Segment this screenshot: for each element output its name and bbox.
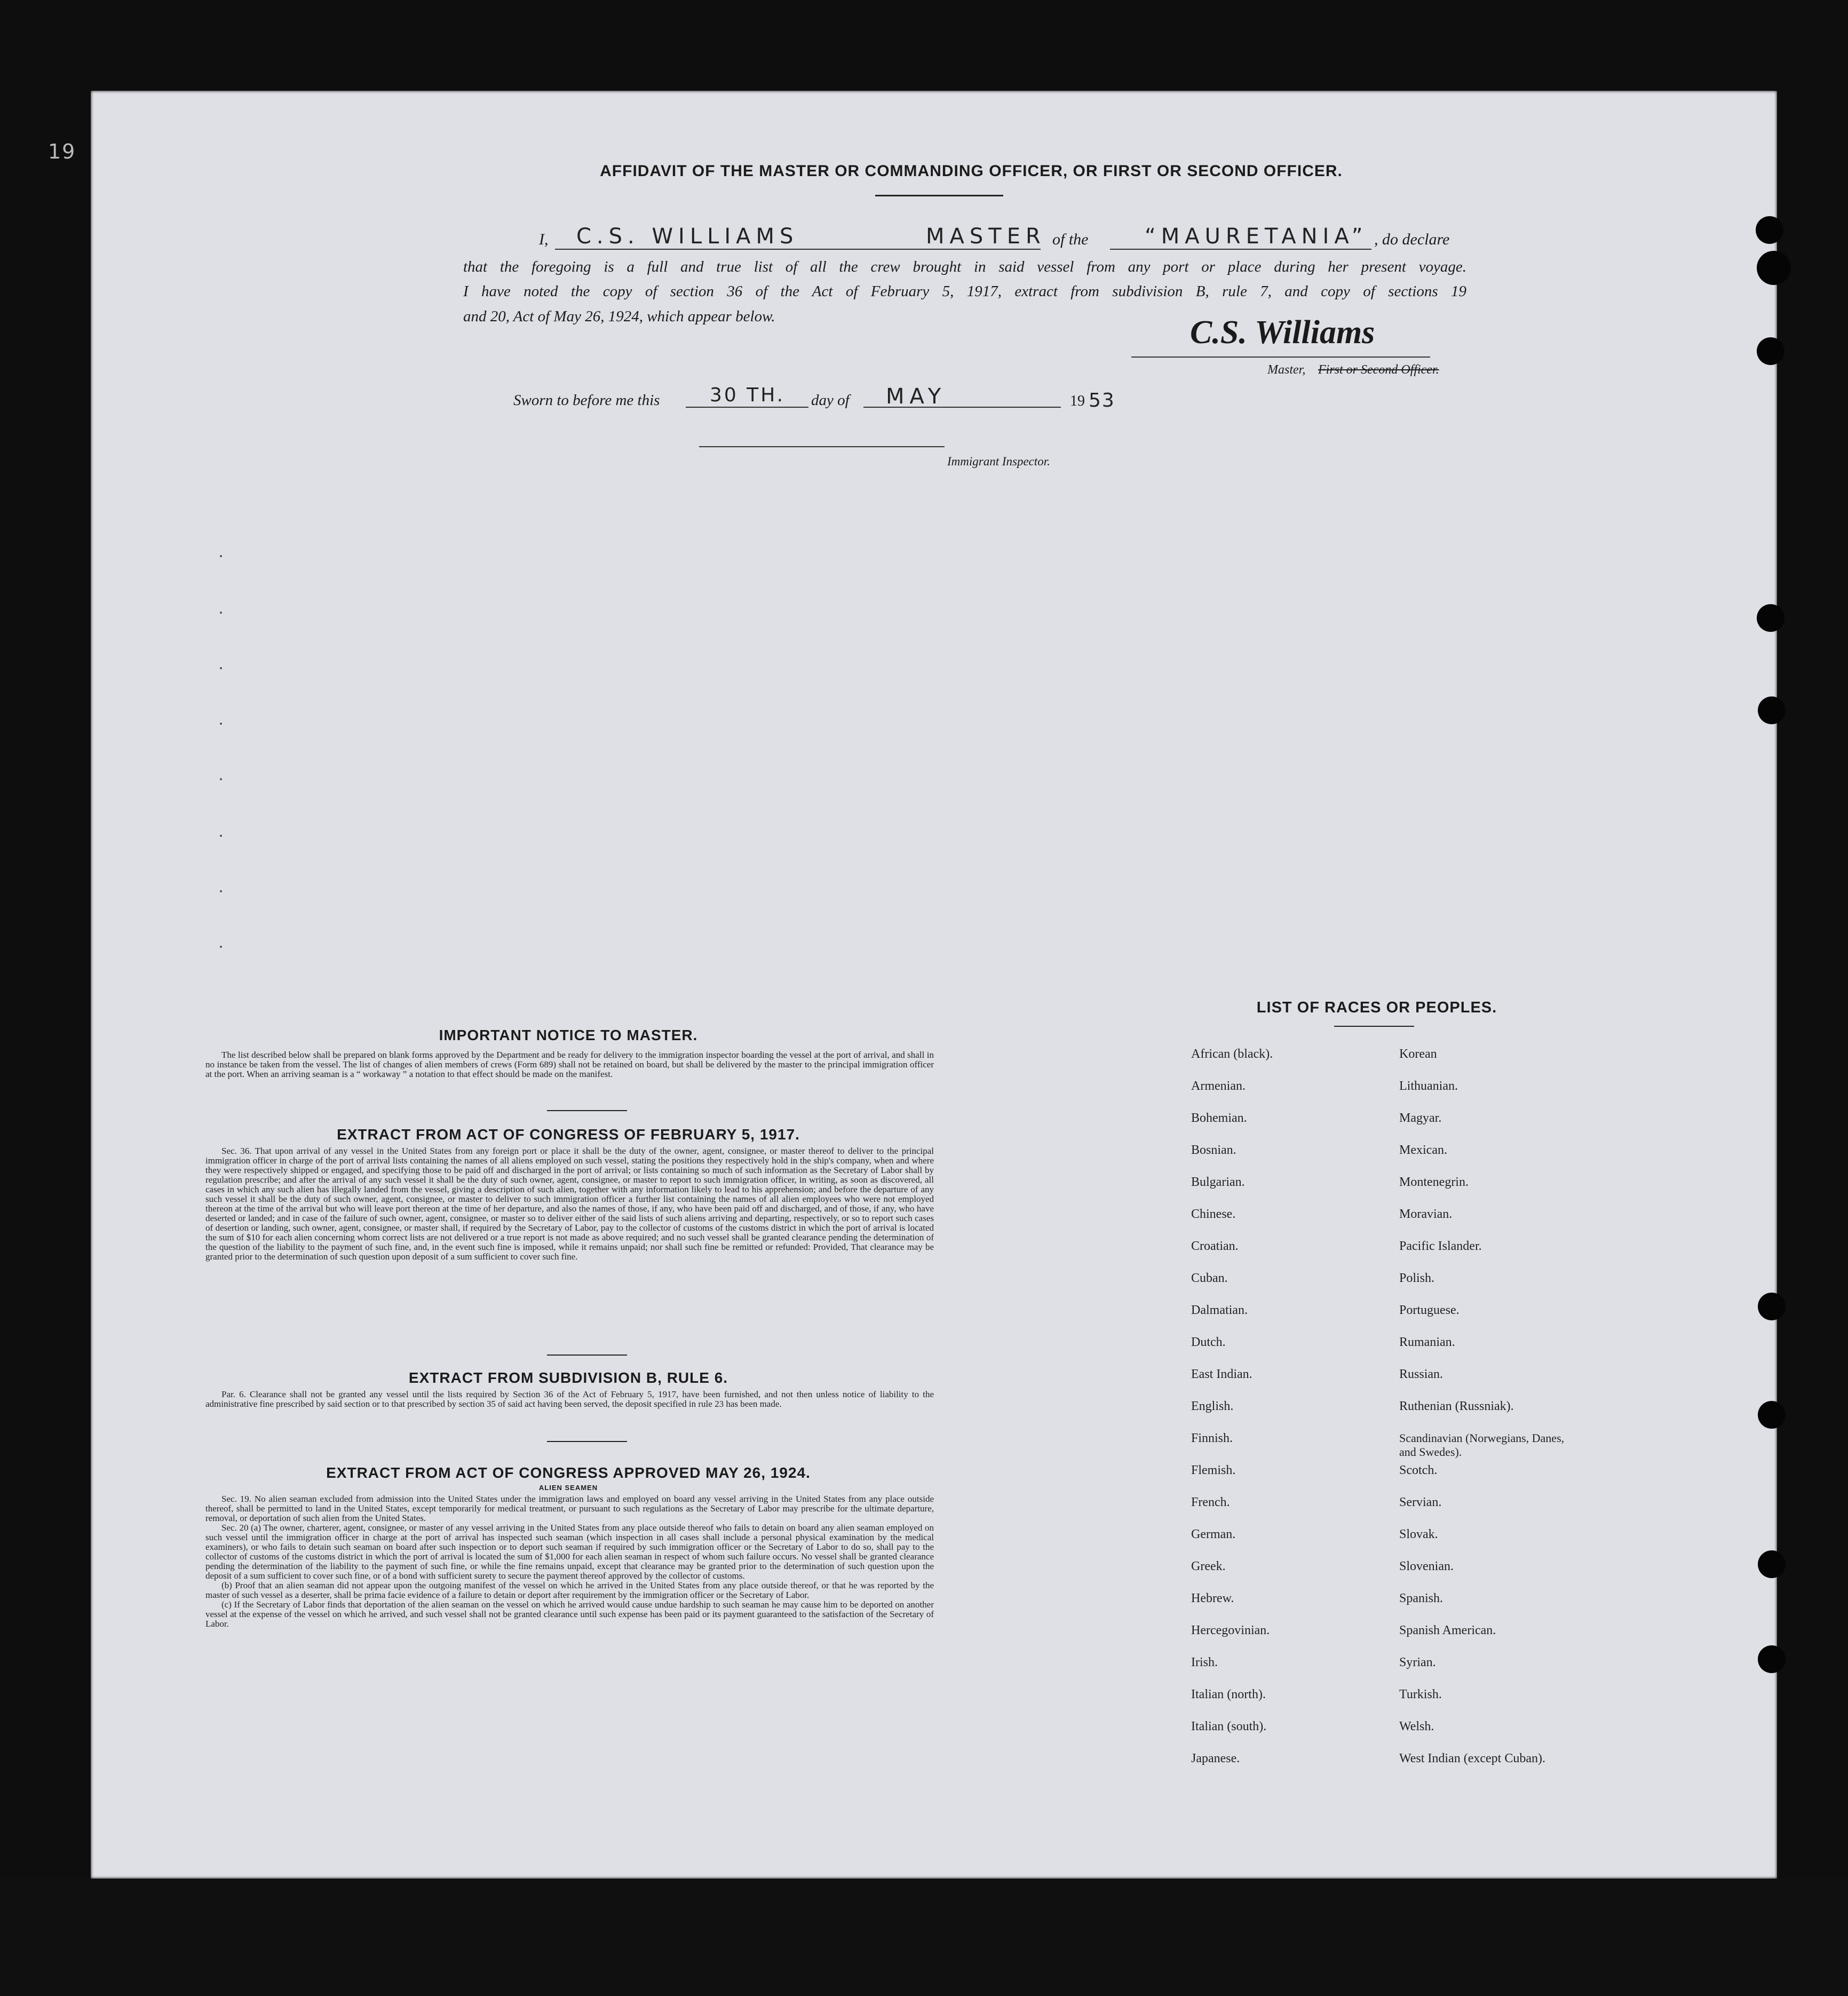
dot <box>220 612 222 614</box>
alien-seamen-subheading: ALIEN SEAMEN <box>538 1484 598 1492</box>
day-line <box>686 407 808 408</box>
race-right-item: Slovak. <box>1399 1527 1438 1541</box>
punch-hole <box>1758 1293 1786 1320</box>
day-of-label: day of <box>811 392 850 409</box>
race-right-item: Welsh. <box>1399 1720 1434 1733</box>
race-right-item: Montenegrin. <box>1399 1175 1469 1189</box>
affidavit-line-3: I have noted the copy of section 36 of the Act of February 5, 1917, extract from subdivision B, rule 7, and copy of sections 19 <box>463 283 1466 300</box>
dot <box>220 778 222 780</box>
vessel-name: “MAURETANIA” <box>1145 224 1368 249</box>
inspector-line <box>699 446 945 447</box>
affidavit-i-label: I, <box>539 231 549 248</box>
dot <box>220 555 222 557</box>
dot <box>220 667 222 669</box>
extract-rule-body: Par. 6. Clearance shall not be granted any vessel until the lists required by Section 36 of the Act of February 5, 1917, have been furnished, and not then unless notice of liability to the administrative fine prescribed by said section or to that prescribed by section 35 of said act having been served, the deposit specified in rule 23 has been made. <box>205 1389 934 1409</box>
punch-hole <box>1758 1550 1786 1578</box>
master-name: C.S. WILLIAMS <box>576 224 799 249</box>
inspector-label: Immigrant Inspector. <box>947 455 1050 468</box>
of-the-label: of the <box>1052 231 1089 248</box>
dot <box>220 890 222 892</box>
race-left-item: African (black). <box>1191 1047 1273 1061</box>
section-20b: (b) Proof that an alien seaman did not appear upon the outgoing manifest of the vessel on which he arrived in the United States from any place outside thereof, or that he was reported by the master of such vessel as a deserter, shall be prima facie evidence of a failure to detain or deport after requirement by the immigration officer or the Secretary of Labor. <box>205 1580 934 1600</box>
race-left-item: Hercegovinian. <box>1191 1623 1270 1637</box>
race-left-item: Finnish. <box>1191 1431 1233 1445</box>
race-right-item: Korean <box>1399 1047 1437 1061</box>
month-line <box>863 407 1061 408</box>
divider <box>547 1110 627 1111</box>
extract-1924-heading: EXTRACT FROM ACT OF CONGRESS APPROVED MAY 26, 1924. <box>326 1464 811 1481</box>
year-prefix: 19 <box>1070 393 1085 409</box>
divider <box>547 1441 627 1442</box>
punch-hole <box>1756 216 1783 244</box>
extract-rule-heading: EXTRACT FROM SUBDIVISION B, RULE 6. <box>408 1369 728 1386</box>
race-right-item: Mexican. <box>1399 1143 1447 1157</box>
race-left-item: Dalmatian. <box>1191 1303 1248 1317</box>
section-20c: (c) If the Secretary of Labor finds that deportation of the alien seaman on the vessel on which he arrived would cause undue hardship to such seaman he may cause him to be deported on another vessel at the expense of the vessel on which he arrived, and such vessel shall not be granted clearance until such expense has been paid or its payment guaranteed to the satisfaction of the Secretary of Labor. <box>205 1599 934 1629</box>
section-20a: Sec. 20 (a) The owner, charterer, agent, consignee, or master of any vessel arriving in the United States from any place outside thereof who fails to detain on board any alien seaman employed on such vessel until the immigration officer in charge at the port of arrival has inspected such seaman (which inspection in all cases shall include a personal physical examination by the medical examiners), or who fails to detain such seaman on board after such inspection or to deport such seaman if required by such immigration officer or the Secretary of Labor to do so, shall pay to the collector of customs of the customs district in which the port of arrival is located the sum of $1,000 for each alien seaman in respect of whom such failure occurs. No vessel shall be granted clearance pending the determination of the liability to the payment of such fine, or while the fine remains unpaid, except that clearance may be granted prior to the determination of such question upon the deposit of a sum sufficient to cover such fine, or of a bond with sufficient surety to secure the payment thereof approved by the collector of customs. <box>205 1523 934 1581</box>
race-right-item: Lithuanian. <box>1399 1079 1458 1093</box>
page-mark: 19 <box>48 140 76 163</box>
race-right-item: Magyar. <box>1399 1111 1442 1125</box>
race-left-item: Italian (north). <box>1191 1688 1266 1701</box>
signer-struck-title: First or Second Officer. <box>1318 363 1439 377</box>
race-left-item: English. <box>1191 1399 1234 1413</box>
race-right-item: Turkish. <box>1399 1688 1442 1701</box>
punch-hole <box>1758 1645 1786 1673</box>
punch-hole <box>1758 696 1786 724</box>
race-left-item: Flemish. <box>1191 1463 1236 1477</box>
race-right-item: Pacific Islander. <box>1399 1239 1482 1253</box>
race-left-item: French. <box>1191 1495 1230 1509</box>
notice-body: The list described below shall be prepared on blank forms approved by the Department and be ready for delivery to the immigration inspector boarding the vessel at the port of arrival, and shall in no instance be taken from the vessel. The list of changes of alien members of crews (Form 689) shall not be retained on board, but shall be delivered by the master to the principal immigration officer at the port. When an arriving seaman is a “ workaway ” a notation to that effect should be made on the manifest. <box>205 1050 934 1079</box>
master-rank: MASTER <box>926 224 1046 249</box>
year-suffix: 53 <box>1089 390 1115 411</box>
race-left-item: Greek. <box>1191 1559 1226 1573</box>
notice-heading: IMPORTANT NOTICE TO MASTER. <box>439 1027 698 1043</box>
race-left-item: Chinese. <box>1191 1207 1236 1221</box>
sworn-day: 30 TH. <box>710 384 786 406</box>
affidavit-heading: AFFIDAVIT OF THE MASTER OR COMMANDING OFFICER, OR FIRST OR SECOND OFFICER. <box>600 162 1343 180</box>
sworn-month: MAY <box>886 384 947 409</box>
race-left-item: Dutch. <box>1191 1335 1226 1349</box>
race-right-item: Spanish. <box>1399 1591 1443 1605</box>
race-right-item: Russian. <box>1399 1367 1443 1381</box>
race-right-item: Scotch. <box>1399 1463 1438 1477</box>
dot <box>220 723 222 725</box>
race-right-item: Scandinavian (Norwegians, Danes, and Swedes). <box>1399 1431 1565 1459</box>
race-right-item: Syrian. <box>1399 1656 1436 1669</box>
punch-hole <box>1757 337 1784 365</box>
master-signature: C.S. Williams <box>1190 314 1375 351</box>
race-left-item: Italian (south). <box>1191 1720 1267 1733</box>
race-left-item: Bohemian. <box>1191 1111 1247 1125</box>
race-left-item: Cuban. <box>1191 1271 1228 1285</box>
divider <box>875 195 1003 196</box>
race-right-item: Rumanian. <box>1399 1335 1455 1349</box>
divider <box>547 1355 627 1356</box>
extract-1924-body <box>205 1494 934 1629</box>
punch-hole <box>1758 1401 1786 1429</box>
signature-line <box>1131 357 1430 358</box>
race-left-item: Irish. <box>1191 1656 1218 1669</box>
dot <box>220 835 222 837</box>
name-line <box>555 249 1041 250</box>
race-left-item: Bulgarian. <box>1191 1175 1245 1189</box>
race-left-item: Bosnian. <box>1191 1143 1236 1157</box>
races-heading: LIST OF RACES OR PEOPLES. <box>1256 999 1497 1016</box>
race-right-item: Polish. <box>1399 1271 1435 1285</box>
signer-title: Master, <box>1267 363 1306 377</box>
race-left-item: Armenian. <box>1191 1079 1246 1093</box>
race-right-item: Spanish American. <box>1399 1623 1496 1637</box>
race-right-item: Moravian. <box>1399 1207 1453 1221</box>
affidavit-line-4: and 20, Act of May 26, 1924, which appear below. <box>463 308 775 325</box>
race-left-item: German. <box>1191 1527 1236 1541</box>
do-declare-label: , do declare <box>1374 231 1450 248</box>
race-right-item: Slovenian. <box>1399 1559 1454 1573</box>
dot <box>220 946 222 948</box>
vessel-line <box>1110 249 1371 250</box>
race-left-item: East Indian. <box>1191 1367 1252 1381</box>
scanner-border <box>0 1879 1848 1996</box>
race-right-item: Servian. <box>1399 1495 1442 1509</box>
divider <box>1334 1026 1414 1027</box>
race-left-item: Japanese. <box>1191 1752 1240 1765</box>
affidavit-line-2: that the foregoing is a full and true list of all the crew brought in said vessel from any port or place during her present voyage. <box>463 258 1466 275</box>
extract-1917-body: Sec. 36. That upon arrival of any vessel in the United States from any foreign port or place it shall be the duty of the owner, agent, consignee, or master thereof to deliver to the principal immigration officer in charge of the port of arrival lists containing the names of all aliens employed on such vessel, stating the positions they respectively hold in the ship's company, when and where they were respectively shipped or engaged, and specifying those to be paid off and discharged in the port of arrival; or lists containing so much of such information as the Secretary of Labor shall by regulation prescribe; and after the arrival of any such vessel it shall be the duty of such owner, agent, consignee, or master to report to such immigration officer, in writing, as soon as discovered, all cases in which any such alien has illegally landed from the vessel, giving a description of such alien, together with any information likely to lead to his apprehension; and before the departure of any such vessel it shall be the duty of such owner, agent, consignee, or master to deliver to such immigration officer a further list containing the names of all alien employees who were not employed thereon at the time of the arrival but who will leave port thereon at the time of her departure, and also the names of those, if any, who have been paid off and discharged, and of those, if any, who have deserted or landed; and in case of the failure of such owner, agent, consignee, or master so to deliver either of the said lists of such aliens arriving and departing, respectively, or so to report such cases of desertion or landing, such owner, agent, consignee, or master shall, if required by the Secretary of Labor, pay to the collector of customs of the customs district in which the port of arrival is located the sum of $10 for each alien concerning whom correct lists are not delivered or a true report is not made as above required; and no such vessel shall be granted clearance pending the determination of the question of the liability to the payment of such fine, and, in the event such fine is imposed, while it remains unpaid; nor shall such fine be remitted or refunded: Provided, That clearance may be granted prior to the determination of such question upon deposit of a sum sufficient to cover such fine. <box>205 1146 934 1262</box>
race-right-item: Ruthenian (Russniak). <box>1399 1399 1514 1413</box>
extract-1917-heading: EXTRACT FROM ACT OF CONGRESS OF FEBRUARY 5, 1917. <box>337 1126 800 1143</box>
race-right-item: Portuguese. <box>1399 1303 1460 1317</box>
race-left-item: Croatian. <box>1191 1239 1239 1253</box>
sworn-label: Sworn to before me this <box>513 392 660 409</box>
race-right-item: West Indian (except Cuban). <box>1399 1752 1545 1765</box>
punch-hole <box>1757 251 1791 285</box>
punch-hole <box>1757 604 1784 632</box>
section-19: Sec. 19. No alien seaman excluded from admission into the United States under the immigration laws and employed on board any vessel arriving in the United States from any place outside thereof, shall be permitted to land in the United States, except temporarily for medical treatment, or pursuant to such regulations as the Secretary of Labor may prescribe for the ultimate departure, removal, or deportation of such alien from the United States. <box>205 1494 934 1523</box>
race-left-item: Hebrew. <box>1191 1591 1234 1605</box>
